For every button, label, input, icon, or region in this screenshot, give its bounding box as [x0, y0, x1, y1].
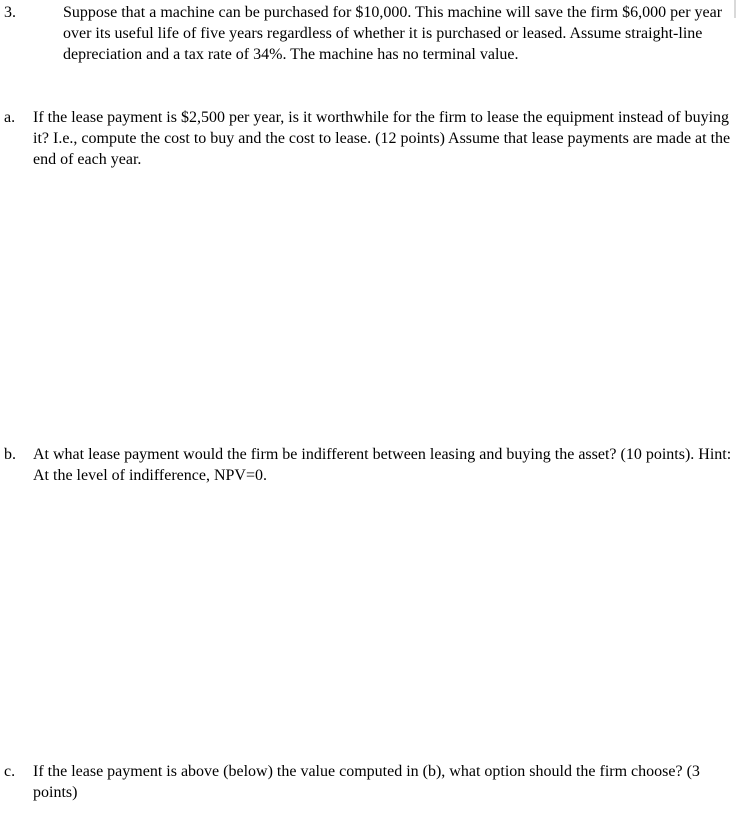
question-text: Suppose that a machine can be purchased for $10,000. This machine will save the firm $6,000 per year over its useful life of five years regardless of whether it is purchased or leased. Assume straight-line depreciation and a tax rate of 34%. The machine has no terminal value. — [63, 4, 723, 63]
part-c-marker: c. — [4, 763, 16, 780]
part-a — [4, 107, 732, 170]
part-b-marker: b. — [4, 446, 16, 463]
part-c-text: If the lease payment is above (below) the value computed in (b), what option should the firm choose? (3 points) — [33, 763, 700, 801]
part-a-text: If the lease payment is $2,500 per year, is it worthwhile for the firm to lease the equipment instead of buying it? I.e., compute the cost to buy and the cost to lease. (12 points) Assume that lease payments are made at the end of each year. — [33, 109, 731, 168]
part-c — [4, 761, 732, 803]
part-a-marker: a. — [4, 109, 16, 126]
question-number: 3. — [4, 4, 16, 21]
part-b-text: At what lease payment would the firm be indifferent between leasing and buying the asset? (10 points). Hint: At the level of indifference, NPV=0. — [33, 446, 732, 484]
page-edge-marker — [734, 0, 736, 18]
part-b — [4, 444, 732, 486]
